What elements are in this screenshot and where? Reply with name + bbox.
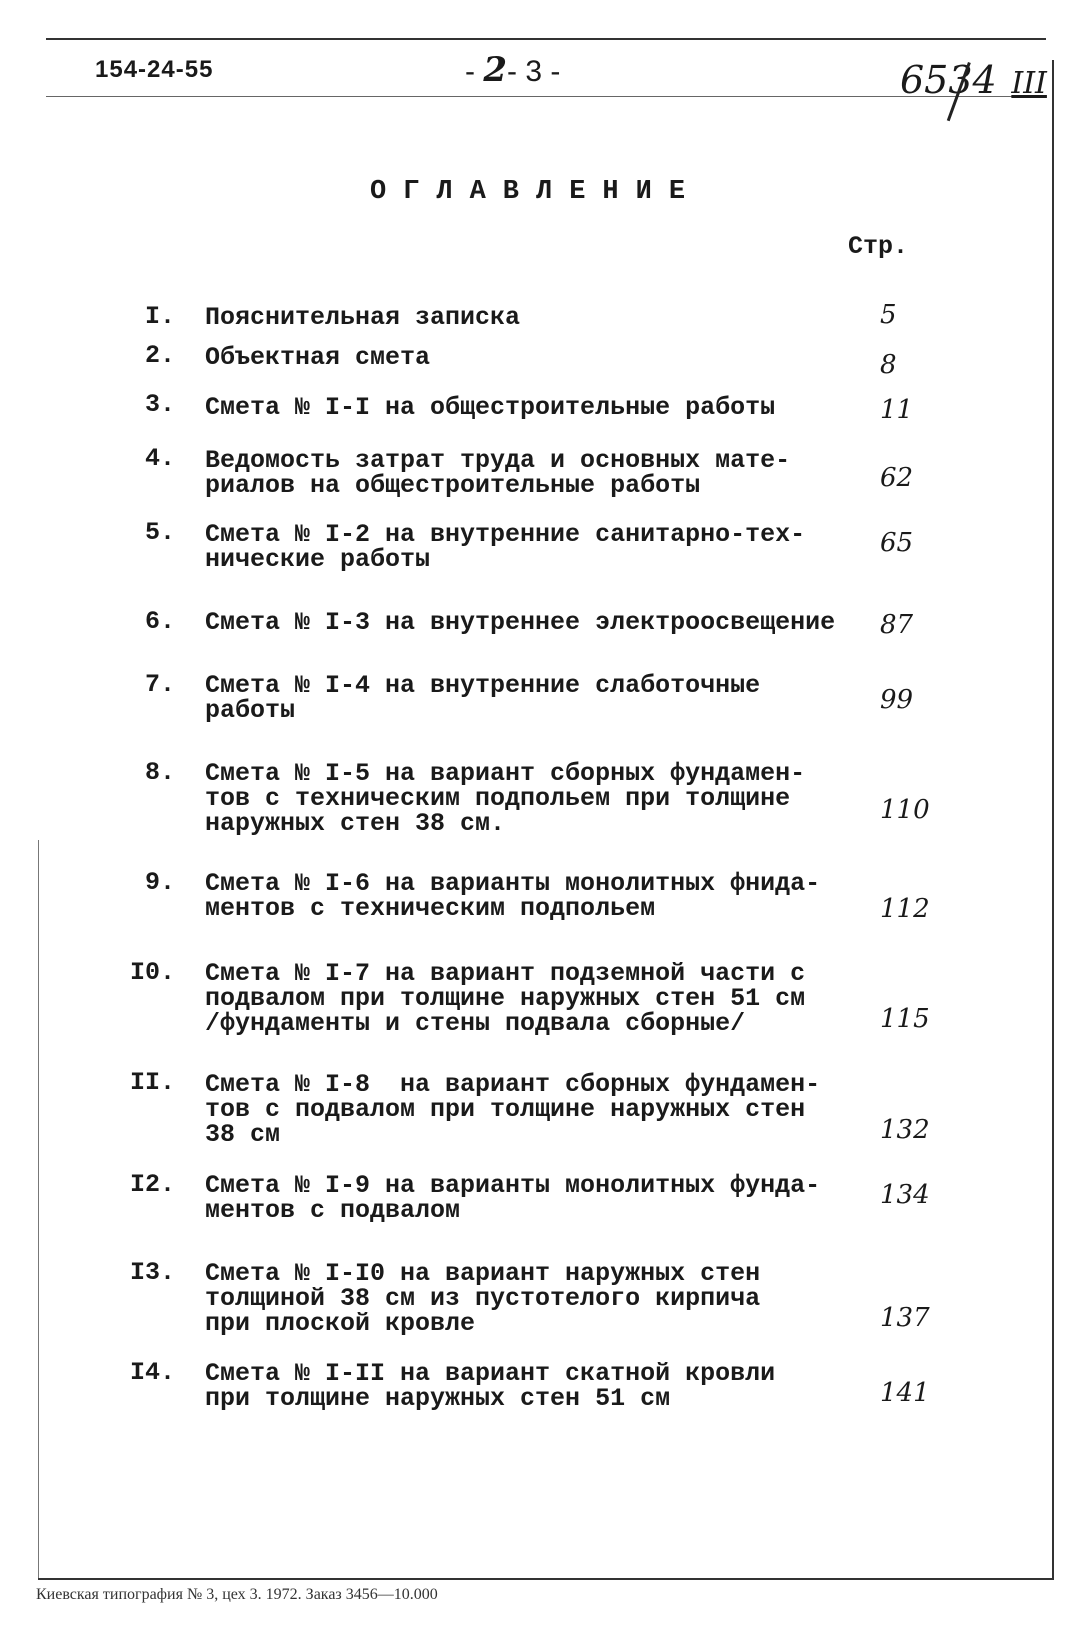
toc-entry-page: 11	[880, 395, 914, 425]
frame-bottom-border	[38, 1578, 1054, 1580]
toc-entry-number: I2.	[129, 1170, 175, 1199]
document-code: 154-24-55	[95, 56, 214, 83]
toc-entry-page: 110	[880, 795, 930, 825]
toc-entry-text: Смета № I-7 на вариант подземной части с подвалом при толщине наружных стен 51 см /фундаменты и стены подвала сборные/	[205, 959, 806, 1038]
handwritten-page-number: 2	[483, 50, 507, 90]
toc-entry-number: 5.	[144, 518, 175, 547]
archive-number	[900, 50, 1047, 104]
toc-entry-text: Ведомость затрат труда и основных мате- риалов на общестроительные работы	[205, 446, 791, 500]
toc-entry-text: Смета № I-8 на вариант сборных фундамен- тов с подвалом при толщине наружных стен 38 см	[205, 1070, 821, 1149]
toc-entry-number: 6.	[144, 607, 175, 636]
toc-entry-page: 141	[880, 1378, 930, 1408]
toc-entry-page: 62	[880, 463, 914, 493]
toc-entry-number: 9.	[144, 868, 175, 897]
printer-imprint: Киевская типография № 3, цех 3. 1972. Заказ 3456—10.000	[36, 1586, 438, 1603]
toc-entry-text: Смета № I-I на общестроительные работы	[205, 393, 776, 422]
toc-title: ОГЛАВЛЕНИЕ	[370, 177, 703, 207]
toc-entry-text: Смета № I-II на вариант скатной кровли при толщине наружных стен 51 см	[205, 1359, 776, 1413]
toc-entry-page: 5	[880, 300, 897, 330]
toc-entry-number: 2.	[144, 341, 175, 370]
toc-entry-page: 115	[880, 1004, 930, 1034]
toc-entry-text: Смета № I-9 на варианты монолитных фунда- ментов с подвалом	[205, 1171, 821, 1225]
toc-entry-text: Пояснительная записка	[205, 303, 521, 332]
toc-entry-number: 4.	[144, 444, 175, 473]
toc-entry-page: 87	[880, 610, 914, 640]
toc-entry-number: 7.	[144, 670, 175, 699]
archive-number-value: 6534	[900, 58, 997, 102]
toc-entry-number: I3.	[129, 1258, 175, 1287]
toc-entry-page: 134	[880, 1180, 930, 1210]
printed-page-number: - 3 -	[507, 55, 561, 88]
toc-entry-number: I0.	[129, 958, 175, 987]
archive-volume: III	[1011, 66, 1047, 101]
toc-entry-text: Объектная смета	[205, 343, 431, 372]
toc-entry-text: Смета № I-5 на вариант сборных фундамен- тов с техническим подпольем при толщине наружных стен 38 см.	[205, 759, 806, 838]
toc-entry-page: 137	[880, 1303, 930, 1333]
header-rule	[46, 96, 1046, 97]
toc-entry-number: I4.	[129, 1358, 175, 1387]
toc-entry-text: Смета № I-6 на варианты монолитных фнида- ментов с техническим подпольем	[205, 869, 821, 923]
toc-entry-number: 8.	[144, 758, 175, 787]
toc-entry-number: II.	[129, 1068, 175, 1097]
frame-right-border	[1052, 60, 1054, 1578]
toc-entry-text: Смета № I-4 на внутренние слаботочные работы	[205, 671, 761, 725]
toc-entry-number: I.	[144, 302, 175, 331]
page-column-label: Стр.	[848, 232, 909, 261]
frame-left-border	[38, 840, 39, 1578]
toc-entry-text: Смета № I-3 на внутреннее электроосвещение	[205, 608, 836, 637]
frame-top-border	[46, 38, 1046, 40]
toc-entry-page: 8	[880, 350, 897, 380]
toc-entry-text: Смета № I-I0 на вариант наружных стен толщиной 38 см из пустотелого кирпича при плоской кровле	[205, 1259, 761, 1338]
toc-entry-page: 65	[880, 528, 914, 558]
toc-entry-page: 112	[880, 894, 930, 924]
toc-entry-text: Смета № I-2 на внутренние санитарно-тех- нические работы	[205, 520, 806, 574]
toc-entry-page: 99	[880, 685, 914, 715]
toc-entry-number: 3.	[144, 390, 175, 419]
toc-entry-page: 132	[880, 1115, 930, 1145]
page-number: - 2- 3 -	[465, 50, 561, 90]
